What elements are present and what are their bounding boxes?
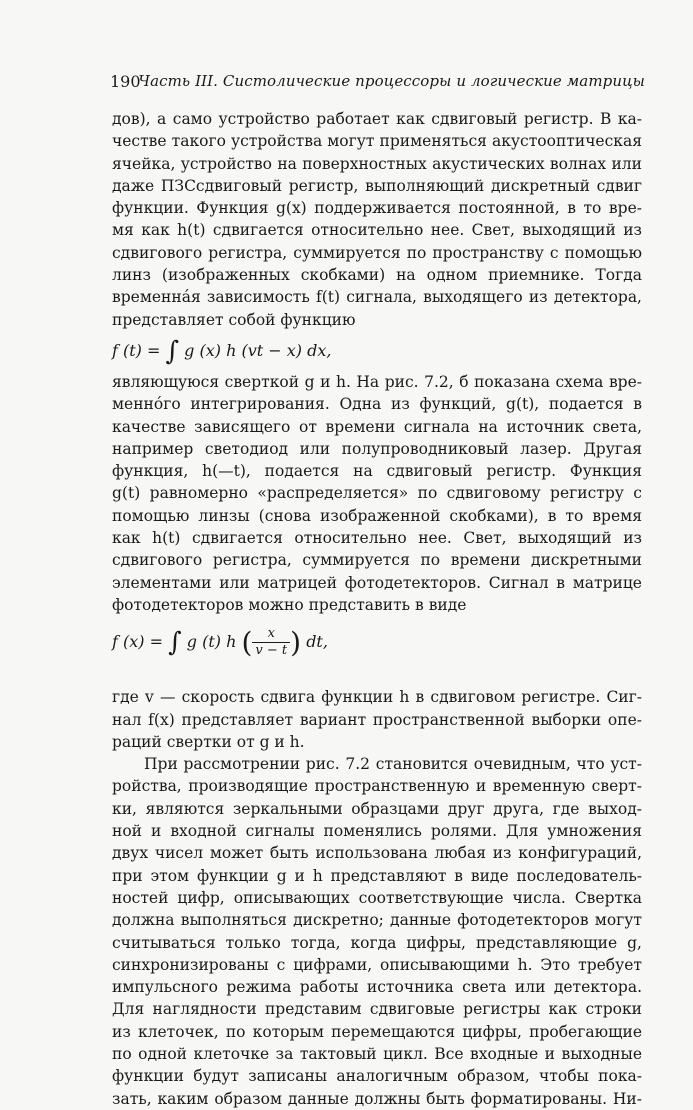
text-line: менно́го интегрирования. Одна из функций, g(t), подается в [112, 395, 642, 414]
text-line: где v — скорость сдвига функции h в сдвиговом регистре. Сиг- [112, 688, 642, 707]
right-paren: ) [290, 626, 302, 660]
fraction [252, 626, 290, 659]
text-line: как h(t) сдвигается относительно нее. Свет, выходящий из [112, 529, 642, 548]
text-line: g(t) равномерно «распределяется» по сдвиговому регистру с [112, 484, 642, 503]
paragraph-4 [112, 753, 642, 1110]
text-line: являющуюся сверткой g и h. На рис. 7.2, б показана схема вре- [112, 372, 642, 391]
text-line: ки, являются зеркальными образцами друг друга, где выход- [112, 799, 642, 818]
text-line: раций свертки от g и h. [112, 732, 305, 751]
text-line: при этом функции g и h представляют в виде последователь- [112, 866, 642, 885]
text-line: При рассмотрении рис. 7.2 становится очевидным, что уст- [144, 755, 642, 774]
paragraph-3 [112, 686, 642, 753]
text-line: ячейка, устройство на поверхностных акустических волнах или [112, 154, 642, 173]
text-line: ной и входной сигналы поменялись ролями. Для умножения [112, 822, 642, 841]
text-line: сдвигового регистра, суммируется по времени дискретными [112, 551, 642, 570]
text-line: нал f(x) представляет вариант пространственной выборки опе- [112, 710, 642, 729]
text-line: представляет собой функцию [112, 310, 356, 329]
text-line: дов), а само устройство работает как сдвиговый регистр. В ка- [112, 110, 642, 128]
text-line: ностей цифр, описывающих соответствующие числа. Свертка [112, 888, 642, 907]
running-head: Часть III. Систолические процессоры и логические матрицы [138, 72, 645, 90]
text-line: элементами или матрицей фотодетекторов. Сигнал в матрице [112, 573, 642, 592]
formula-integrand-end: dt, [306, 632, 328, 652]
formula-convolution-time [112, 616, 642, 686]
text-line: сдвигового регистра, суммируется по пространству с помощью [112, 243, 642, 262]
fraction-denominator: v − t [255, 643, 288, 659]
text-line: импульсного режима работы источника света или детектора. [112, 978, 642, 997]
text-line: линз (изображенных скобками) на одном приемнике. Тогда [112, 266, 642, 285]
text-line: считываться только тогда, когда цифры, представляющие g, [112, 933, 642, 952]
text-line: временна́я зависимость f(t) сигнала, выходящего из детектора, [112, 288, 642, 307]
text-line: должна выполняться дискретно; данные фотодетекторов могут [112, 911, 642, 930]
formula-integrand-start: g (t) h [186, 632, 237, 652]
text-line: функции. Функция g(x) поддерживается постоянной, в то вре- [112, 199, 642, 218]
formula-lhs: f (t) = [112, 340, 161, 360]
text-line: двух чисел может быть использована любая из конфигураций, [112, 844, 642, 863]
text-line: из клеточек, по которым перемещаются цифры, пробегающие [112, 1022, 642, 1041]
formula-integrand: g (x) h (vt − x) dx, [184, 340, 332, 360]
fraction-numerator: x [252, 626, 290, 643]
left-paren: ( [241, 626, 253, 660]
integral-sign: ∫ [165, 336, 180, 367]
text-line: зать, каким образом данные должны быть форматированы. Ни- [112, 1089, 642, 1108]
text-line: функции будут записаны аналогичным образом, чтобы пока- [112, 1067, 642, 1086]
integral-sign: ∫ [168, 627, 182, 658]
formula-lhs: f (x) = [112, 632, 164, 652]
text-line: Для наглядности представим сдвиговые регистры как строки [112, 1000, 642, 1019]
text-line: помощью линзы (снова изображенной скобками), в то время [112, 506, 642, 525]
text-line: например светодиод или полупроводниковый лазер. Другая [112, 439, 642, 458]
text-line: мя как h(t) сдвигается относительно нее. Свет, выходящий из [112, 221, 642, 240]
text-line: честве такого устройства могут применяться акустооптическая [112, 132, 642, 151]
paragraph-1 [112, 108, 642, 331]
page-number: 190 [110, 72, 141, 91]
text-line: ройства, производящие пространственную и временную сверт- [112, 777, 642, 796]
text-line: качестве зависящего от времени сигнала на источник света, [112, 417, 642, 436]
text-line: синхронизированы с цифрами, описывающими h. Это требует [112, 955, 642, 974]
text-line: даже ПЗСсдвиговый регистр, выполняющий дискретный сдвиг [112, 176, 642, 195]
text-line: по одной клеточке за тактовый цикл. Все входные и выходные [112, 1044, 642, 1063]
paragraph-2 [112, 371, 642, 616]
text-line: функция, h(—t), подается на сдвиговый регистр. Функция [112, 462, 642, 481]
page-header [110, 72, 645, 96]
body-text [112, 108, 642, 1110]
formula-convolution-space [112, 331, 642, 371]
text-line: фотодетекторов можно представить в виде [112, 595, 467, 614]
